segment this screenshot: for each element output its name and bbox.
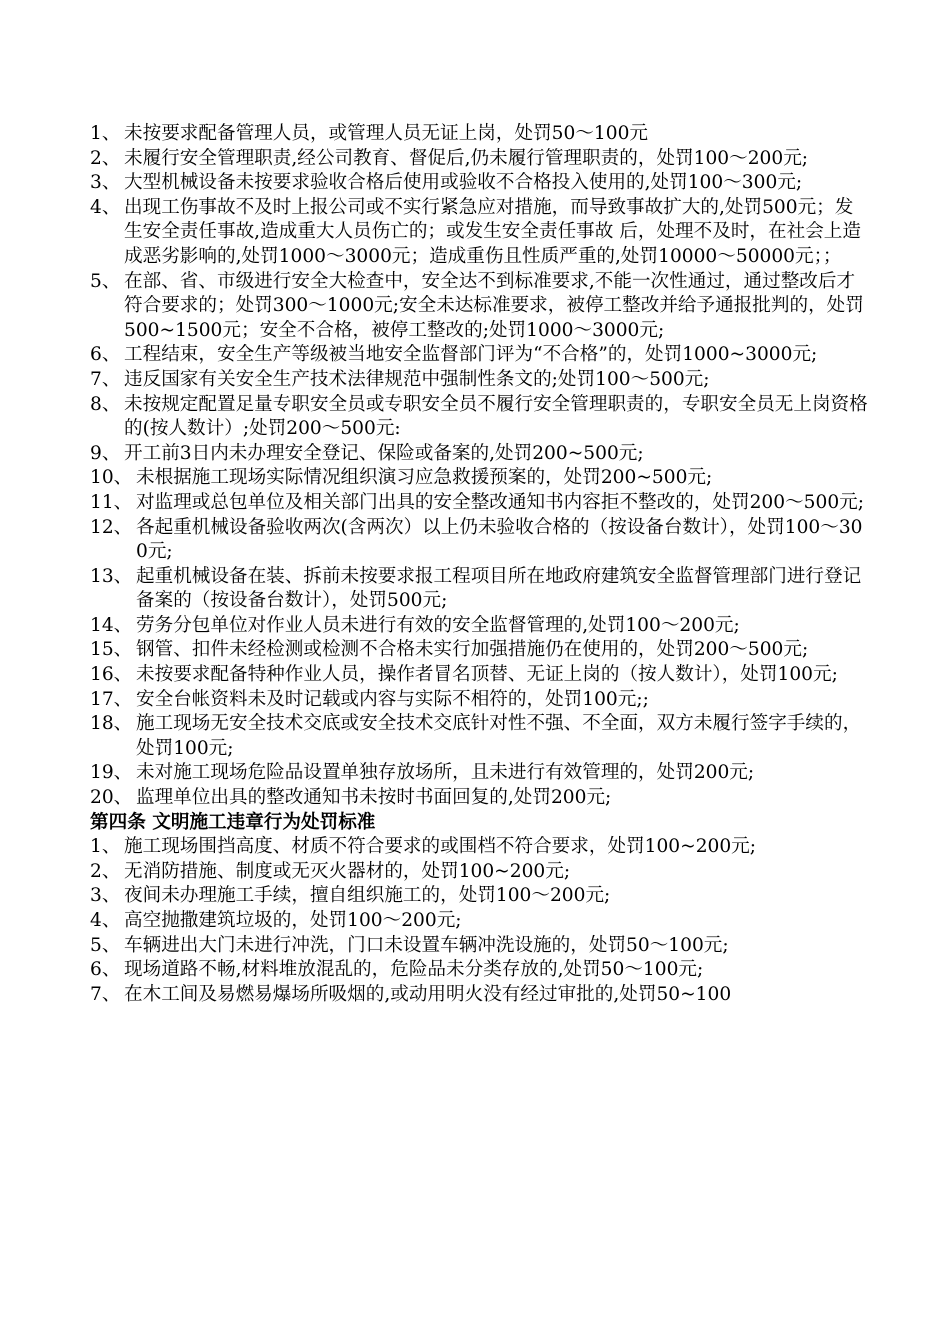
section3-item bbox=[90, 663, 870, 688]
item-text: 在部、省、市级进行安全大检查中，安全达不到标准要求,不能一次性通过，通过整改后才符合要求的；处罚300～1000元;安全未达标准要求，被停工整改并给予通报批判的，处罚500~1500元；安全不合格，被停工整改的;处罚1000～3000元; bbox=[124, 270, 864, 341]
item-number: 7、 bbox=[90, 983, 121, 1005]
section3-item bbox=[90, 491, 870, 516]
section3-list bbox=[90, 122, 870, 811]
item-number: 12、 bbox=[90, 516, 133, 538]
section4-heading: 第四条 文明施工违章行为处罚标准 bbox=[90, 811, 376, 833]
item-number: 15、 bbox=[90, 639, 133, 661]
item-text: 夜间未办理施工手续，擅自组织施工的，处罚100～200元; bbox=[124, 885, 611, 907]
item-text: 未履行安全管理职责,经公司教育、督促后,仍未履行管理职责的，处罚100～200元; bbox=[124, 147, 809, 169]
section3-item bbox=[90, 343, 870, 368]
item-number: 7、 bbox=[90, 368, 121, 390]
item-number: 16、 bbox=[90, 664, 133, 686]
item-number: 19、 bbox=[90, 762, 133, 784]
item-text: 起重机械设备在装、拆前未按要求报工程项目所在地政府建筑安全监督管理部门进行登记备案的（按设备台数计），处罚500元; bbox=[136, 565, 862, 612]
section3-item bbox=[90, 122, 870, 147]
section3-item bbox=[90, 614, 870, 639]
section3-item bbox=[90, 516, 870, 565]
item-text: 大型机械设备未按要求验收合格后使用或验收不合格投入使用的,处罚100～300元; bbox=[124, 172, 803, 194]
section4-item bbox=[90, 958, 870, 983]
item-text: 未按要求配备管理人员，或管理人员无证上岗，处罚50～100元 bbox=[124, 123, 648, 144]
item-number: 2、 bbox=[90, 860, 121, 882]
item-text: 施工现场围挡高度、材质不符合要求的或围档不符合要求，处罚100~200元; bbox=[124, 836, 757, 858]
item-text: 开工前3日内未办理安全登记、保险或备案的,处罚200~500元; bbox=[124, 442, 644, 464]
section3-item bbox=[90, 638, 870, 663]
item-text: 未按规定配置足量专职安全员或专职安全员不履行安全管理职责的，专职安全员无上岗资格的(按人数计）;处罚200～500元: bbox=[124, 393, 868, 440]
item-text: 未根据施工现场实际情况组织演习应急救援预案的，处罚200~500元; bbox=[136, 467, 713, 489]
section3-item bbox=[90, 786, 870, 811]
item-text: 车辆进出大门未进行冲洗，门口未设置车辆冲洗设施的，处罚50～100元; bbox=[124, 934, 729, 956]
item-number: 2、 bbox=[90, 147, 121, 169]
section3-item bbox=[90, 466, 870, 491]
item-number: 1、 bbox=[90, 836, 121, 858]
item-number: 13、 bbox=[90, 565, 133, 587]
section4-list bbox=[90, 835, 870, 1007]
item-text: 未对施工现场危险品设置单独存放场所，且未进行有效管理的，处罚200元; bbox=[136, 762, 755, 784]
item-text: 未按要求配备特种作业人员，操作者冒名顶替、无证上岗的（按人数计），处罚100元; bbox=[136, 664, 838, 686]
section3-item bbox=[90, 688, 870, 713]
item-number: 4、 bbox=[90, 196, 121, 218]
item-number: 6、 bbox=[90, 959, 121, 981]
item-text: 高空抛撒建筑垃圾的，处罚100～200元; bbox=[124, 910, 462, 931]
item-number: 14、 bbox=[90, 614, 133, 636]
section3-item bbox=[90, 270, 870, 344]
item-number: 5、 bbox=[90, 934, 121, 956]
section4-item bbox=[90, 884, 870, 909]
item-text: 各起重机械设备验收两次(含两次）以上仍未验收合格的（按设备台数计），处罚100～300元; bbox=[136, 516, 863, 563]
section4-item bbox=[90, 909, 870, 934]
item-text: 出现工伤事故不及时上报公司或不实行紧急应对措施，而导致事故扩大的,处罚500元；发生安全责任事故,造成重大人员伤亡的；或发生安全责任事故 后，处理不及时，在社会上造成恶劣影响的,处罚1000～3000元；造成重伤且性质严重的,处罚10000～50000元；； bbox=[124, 196, 861, 267]
section3-item bbox=[90, 442, 870, 467]
section4-item bbox=[90, 860, 870, 885]
section3-item bbox=[90, 712, 870, 761]
section3-item bbox=[90, 761, 870, 786]
item-number: 5、 bbox=[90, 270, 121, 292]
item-text: 违反国家有关安全生产技术法律规范中强制性条文的;处罚100～500元; bbox=[124, 368, 710, 390]
item-number: 9、 bbox=[90, 442, 121, 464]
section3-item bbox=[90, 393, 870, 442]
item-number: 10、 bbox=[90, 467, 133, 489]
item-number: 1、 bbox=[90, 123, 121, 144]
section4-item bbox=[90, 983, 870, 1008]
section3-item bbox=[90, 147, 870, 172]
section3-item bbox=[90, 565, 870, 614]
section3-item bbox=[90, 368, 870, 393]
item-text: 监理单位出具的整改通知书未按时书面回复的,处罚200元; bbox=[136, 787, 612, 809]
item-number: 20、 bbox=[90, 787, 133, 809]
item-text: 劳务分包单位对作业人员未进行有效的安全监督管理的,处罚100～200元; bbox=[136, 614, 740, 636]
item-number: 3、 bbox=[90, 885, 121, 907]
section3-item bbox=[90, 196, 870, 270]
document-page bbox=[90, 122, 870, 1007]
item-text: 现场道路不畅,材料堆放混乱的，危险品未分类存放的,处罚50～100元; bbox=[124, 959, 704, 981]
item-text: 施工现场无安全技术交底或安全技术交底针对性不强、不全面，双方未履行签字手续的，处罚100元; bbox=[136, 713, 862, 759]
item-text: 工程结束，安全生产等级被当地安全监督部门评为“不合格”的，处罚1000~3000元; bbox=[124, 344, 818, 366]
item-number: 6、 bbox=[90, 344, 121, 366]
item-text: 钢管、扣件未经检测或检测不合格未实行加强措施仍在使用的，处罚200～500元; bbox=[136, 639, 809, 661]
item-number: 8、 bbox=[90, 393, 121, 415]
section4-item bbox=[90, 835, 870, 860]
item-text: 无消防措施、制度或无灭火器材的，处罚100~200元; bbox=[124, 860, 571, 882]
item-number: 4、 bbox=[90, 910, 121, 931]
item-number: 11、 bbox=[90, 491, 133, 513]
item-number: 3、 bbox=[90, 172, 121, 194]
section3-item bbox=[90, 171, 870, 196]
item-text: 对监理或总包单位及相关部门出具的安全整改通知书内容拒不整改的，处罚200～500元; bbox=[136, 491, 865, 513]
item-number: 18、 bbox=[90, 713, 133, 735]
item-text: 安全台帐资料未及时记载或内容与实际不相符的，处罚100元;; bbox=[136, 688, 649, 710]
section4-item bbox=[90, 934, 870, 959]
item-text: 在木工间及易燃易爆场所吸烟的,或动用明火没有经过审批的,处罚50~100 bbox=[124, 983, 732, 1005]
item-number: 17、 bbox=[90, 688, 133, 710]
